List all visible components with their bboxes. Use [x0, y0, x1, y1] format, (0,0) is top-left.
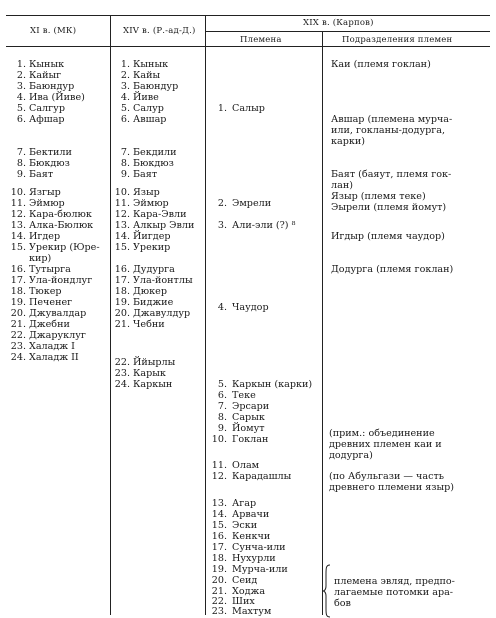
row-num: 23.: [114, 368, 130, 379]
tribe-name: Кайы: [133, 70, 161, 81]
tribe-name: Джувалдар: [29, 308, 87, 319]
tribe-name: Ших: [232, 596, 255, 607]
tribe-name: Дюкер: [133, 286, 167, 297]
row-num: 8.: [16, 158, 26, 169]
subdivision-line: племена эвляд, предпо-: [334, 576, 455, 587]
tribe-name: Дудурга: [133, 264, 175, 275]
tribe-name: Бюкдюз: [29, 158, 70, 169]
row-num: 15.: [114, 242, 130, 253]
row-num: 17.: [114, 275, 130, 286]
row-num: 16.: [114, 264, 130, 275]
row-num: 6.: [217, 390, 227, 401]
subdivision-line: Авшар (племена мурча-: [331, 114, 453, 125]
row-num: 22.: [114, 357, 130, 368]
row-num: 24.: [10, 352, 26, 363]
tribe-name: Джаруклуг: [29, 330, 86, 341]
header-xix-century: XIX в. (Карпов): [303, 18, 374, 28]
row-num: 11.: [114, 198, 130, 209]
tribe-name: Салгур: [29, 103, 65, 114]
tribe-name: Алкыр Эвли: [133, 220, 195, 231]
row-num: 24.: [114, 379, 130, 390]
row-num: 12.: [10, 209, 26, 220]
row-num: 18.: [10, 286, 26, 297]
tribe-name: Биджие: [133, 297, 174, 308]
subdivision-line: Баят (баяут, племя гок-: [331, 169, 452, 180]
row-num: 1.: [120, 59, 130, 70]
tribe-name: Афшар: [29, 114, 65, 125]
tribe-name: Эймюр: [29, 198, 65, 209]
row-num: 20.: [10, 308, 26, 319]
tribe-name: Кынык: [133, 59, 169, 70]
row-num: 12.: [211, 471, 227, 482]
row-num: 16.: [10, 264, 26, 275]
header-bottom-border: [6, 46, 490, 47]
tribe-name: Кара-бюлюк: [29, 209, 92, 220]
tribe-name: Кынык: [29, 59, 65, 70]
row-num: 19.: [114, 297, 130, 308]
header-subdivisions: Подразделения племен: [342, 35, 453, 45]
row-num: 6.: [16, 114, 26, 125]
row-num: 12.: [114, 209, 130, 220]
grouping-brace-icon: [322, 564, 332, 618]
subdivision-line: лан): [331, 180, 353, 191]
tribe-name: Кенкчи: [232, 531, 271, 542]
row-num: 19.: [10, 297, 26, 308]
tribe-name: Халадж I: [29, 341, 75, 352]
row-num: 14.: [10, 231, 26, 242]
tribe-name: Эски: [232, 520, 258, 531]
tribe-name: Каркын (карки): [232, 379, 313, 390]
tribe-name: Авшар: [133, 114, 167, 125]
row-num: 23.: [211, 606, 227, 617]
row-num: 7.: [120, 147, 130, 158]
subdivision-line: древних племен каи и: [329, 439, 442, 450]
row-num: 8.: [217, 412, 227, 423]
tribe-name: Ула-йонтлы: [133, 275, 193, 286]
row-num: 16.: [211, 531, 227, 542]
row-num: 15.: [10, 242, 26, 253]
row-num: 22.: [10, 330, 26, 341]
row-num: 10.: [211, 434, 227, 445]
tribe-name: Олам: [232, 460, 260, 471]
tribe-name: Кайыг: [29, 70, 62, 81]
row-num: 21.: [10, 319, 26, 330]
tribe-name: Эймюр: [133, 198, 169, 209]
tribe-name: Салур: [133, 103, 164, 114]
tribe-name: Игдер: [29, 231, 61, 242]
tribe-name: Эрсари: [232, 401, 270, 412]
row-num: 21.: [114, 319, 130, 330]
tribe-name: Бекдили: [133, 147, 177, 158]
tribe-name: Урекир (Юре-: [29, 242, 100, 253]
tribe-name: Сарык: [232, 412, 265, 423]
row-num: 8.: [120, 158, 130, 169]
subdivision-line: бов: [334, 598, 351, 609]
tribe-name: Бектили: [29, 147, 72, 158]
tribe-name: Языр: [133, 187, 160, 198]
row-num: 14.: [114, 231, 130, 242]
top-border: [6, 15, 490, 16]
row-num: 1.: [217, 103, 227, 114]
tribe-name: Каркын: [133, 379, 173, 390]
tribe-name: Тюкер: [29, 286, 62, 297]
tribe-name: Бюкдюз: [133, 158, 174, 169]
tribe-name: Йигдер: [133, 231, 171, 242]
tribe-name: Гоклан: [232, 434, 269, 445]
row-num: 13.: [211, 498, 227, 509]
tribe-name: Чаудор: [232, 302, 269, 313]
row-num: 15.: [211, 520, 227, 531]
row-num: 2.: [120, 70, 130, 81]
row-num: 1.: [16, 59, 26, 70]
subdivision-line: (по Абульгази — часть: [329, 471, 444, 482]
row-num: 4.: [217, 302, 227, 313]
row-num: 13.: [114, 220, 130, 231]
tribe-name: Карык: [133, 368, 166, 379]
row-num: 17.: [10, 275, 26, 286]
tribe-name: Ива (Йиве): [29, 92, 85, 103]
row-num: 10.: [10, 187, 26, 198]
row-num: 18.: [114, 286, 130, 297]
row-num: 5.: [120, 103, 130, 114]
tribe-name: Баят: [133, 169, 158, 180]
row-num: 5.: [16, 103, 26, 114]
tribe-name: Сеид: [232, 575, 258, 586]
row-num: 4.: [16, 92, 26, 103]
subdivision-line: Додурга (племя гоклан): [331, 264, 454, 275]
tribe-name: Нухурли: [232, 553, 276, 564]
subdivision-line: древнего племени языр): [329, 482, 454, 493]
subdivision-line: додурга): [329, 450, 373, 461]
row-num: 22.: [211, 596, 227, 607]
row-num: 3.: [217, 220, 227, 231]
row-num: 9.: [16, 169, 26, 180]
row-num: 11.: [211, 460, 227, 471]
subheader-rule: [205, 31, 490, 32]
row-num: 13.: [10, 220, 26, 231]
tribe-name-continued: кир): [29, 253, 52, 264]
row-num: 9.: [120, 169, 130, 180]
subdivision-line: Игдыр (племя чаудор): [331, 231, 445, 242]
subdivision-line: или, гокланы-додурга,: [331, 125, 446, 136]
tribe-name: Ййырлы: [133, 357, 176, 368]
row-num: 19.: [211, 564, 227, 575]
row-num: 9.: [217, 423, 227, 434]
row-num: 23.: [10, 341, 26, 352]
tribe-name: Кара-Эвли: [133, 209, 187, 220]
tribe-name: Теке: [232, 390, 256, 401]
row-num: 2.: [16, 70, 26, 81]
row-num: 4.: [120, 92, 130, 103]
subdivision-line: (прим.: объединение: [329, 428, 435, 439]
tribe-name: Баюндур: [29, 81, 75, 92]
row-num: 7.: [16, 147, 26, 158]
tribe-name: Халадж II: [29, 352, 79, 363]
tribe-name: Мурча-или: [232, 564, 288, 575]
tribe-name: Баюндур: [133, 81, 179, 92]
row-num: 21.: [211, 586, 227, 597]
tribe-name: Урекир: [133, 242, 171, 253]
row-num: 14.: [211, 509, 227, 520]
tribe-name: Джавулдур: [133, 308, 191, 319]
row-num: 3.: [120, 81, 130, 92]
subdivision-line: Эырели (племя йомут): [331, 202, 447, 213]
tribe-name: Джебни: [29, 319, 70, 330]
tribe-name: Махтум: [232, 606, 272, 617]
tribe-name: Агар: [232, 498, 257, 509]
row-num: 7.: [217, 401, 227, 412]
tribe-name: Баят: [29, 169, 54, 180]
row-num: 18.: [211, 553, 227, 564]
tribe-name: Сунча-или: [232, 542, 286, 553]
header-xi-century: XI в. (МК): [30, 26, 77, 36]
subdivision-line: карки): [331, 136, 365, 147]
row-num: 20.: [211, 575, 227, 586]
row-num: 17.: [211, 542, 227, 553]
tribe-name: Арвачи: [232, 509, 270, 520]
row-num: 2.: [217, 198, 227, 209]
row-num: 3.: [16, 81, 26, 92]
tribe-name: Салыр: [232, 103, 265, 114]
header-tribes: Племена: [240, 35, 282, 45]
row-num: 20.: [114, 308, 130, 319]
tribe-name: Ходжа: [232, 586, 266, 597]
tribe-name: Тутырга: [29, 264, 71, 275]
tribe-name: Алка-Бюлюк: [29, 220, 94, 231]
divider-3: [322, 31, 323, 615]
tribe-name: Йиве: [133, 92, 159, 103]
row-num: 11.: [10, 198, 26, 209]
tribe-name: Эмрели: [232, 198, 272, 209]
subdivision-line: Языр (племя теке): [331, 191, 426, 202]
tribe-name: Чебни: [133, 319, 165, 330]
tribe-name: Али-эли (?) ⁸: [232, 220, 296, 231]
row-num: 6.: [120, 114, 130, 125]
row-num: 10.: [114, 187, 130, 198]
subdivision-line: Каи (племя гоклан): [331, 59, 431, 70]
header-xiv-century: XIV в. (Р.-ад-Д.): [123, 26, 196, 36]
tribe-name: Язгыр: [29, 187, 61, 198]
tribe-name: Ула-йондлуг: [29, 275, 93, 286]
tribe-name: Карадашлы: [232, 471, 292, 482]
subdivision-line: лагаемые потомки ара-: [334, 587, 454, 598]
tribe-name: Печенег: [29, 297, 73, 308]
tribe-name: Йомут: [232, 423, 265, 434]
row-num: 5.: [217, 379, 227, 390]
